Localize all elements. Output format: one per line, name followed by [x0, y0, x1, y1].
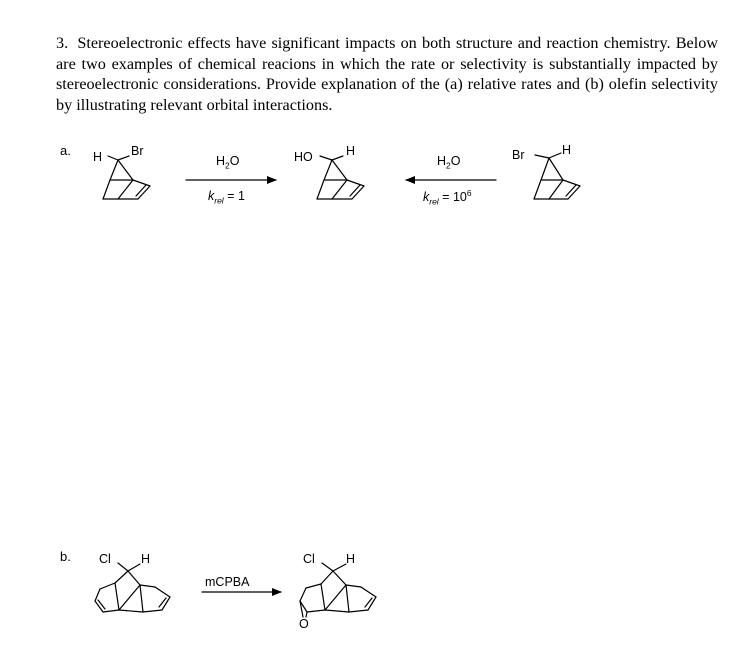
reactant-cl-label: Cl [99, 552, 111, 566]
reactant-h-label: H [141, 552, 151, 566]
product-cl-label: Cl [303, 552, 315, 566]
part-b-label: b. [60, 549, 71, 564]
left-rate-constant: $k_{rel} = 1$ [208, 189, 245, 206]
norbornene-right-structure [534, 153, 580, 199]
question-number: 3. [56, 34, 69, 52]
right-molecule-h-label: H [562, 143, 572, 157]
epoxide-oxygen-label: O [299, 617, 309, 631]
right-reagent: $H_2O$ [437, 154, 461, 171]
question-body: Stereoelectronic effects have significant impacts on both structure and reaction chemistry. Below are two examples of chemical reacions in which the rate or selectivity is substantially impacted by stereoelectronic considerations. Provide explanation of the (a) relative rates and (b) olefin selectivity by illustrating relevant orbital interactions. [56, 34, 718, 114]
part-a-label: a. [60, 143, 71, 158]
epoxide-product-structure [300, 563, 376, 617]
product-h-label: H [346, 144, 356, 158]
norbornenol-product-structure [317, 156, 364, 199]
norbornene-left-structure [103, 156, 150, 199]
left-molecule-h-label: H [93, 150, 103, 164]
tricyclic-diene-reactant-structure [95, 563, 170, 612]
product-h-label-b: H [346, 552, 356, 566]
right-rate-constant: $k_{rel} = 10^6$ [423, 187, 472, 207]
left-reagent: $H_2O$ [216, 154, 240, 171]
reagent-mcpba: mCPBA [205, 575, 250, 589]
product-ho-label: HO [294, 150, 313, 164]
right-molecule-br-label: Br [512, 148, 525, 162]
left-molecule-br-label: Br [131, 144, 144, 158]
